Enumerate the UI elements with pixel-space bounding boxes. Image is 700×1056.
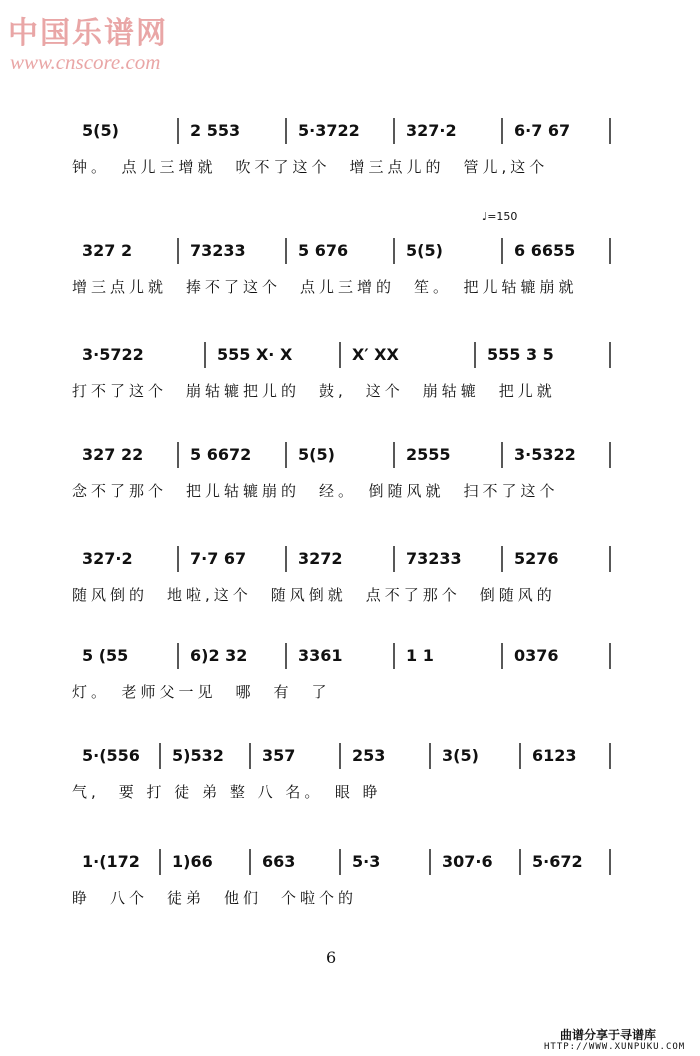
measure-notes: 555 X· X	[217, 345, 293, 364]
measure-notes: 327·2	[82, 549, 133, 568]
measure-notes: 0376	[514, 646, 559, 665]
notation-staff	[72, 637, 612, 677]
watermark-url: www.cnscore.com	[10, 50, 161, 74]
measure-notes: 327·2	[406, 121, 457, 140]
notation-staff	[72, 843, 612, 883]
measure-notes: 3·5322	[514, 445, 576, 464]
measure-notes: 73233	[190, 241, 246, 260]
lyrics-line: 念不了那个 把儿轱辘崩的 经。 倒随风就 扫不了这个	[72, 482, 559, 500]
notation-staff	[72, 112, 612, 152]
measure-notes: 307·6	[442, 852, 493, 871]
measure-notes: 3·5722	[82, 345, 144, 364]
measure-notes: 5(5)	[82, 121, 119, 140]
lyrics-line: 气, 要 打 徒 弟 整 八 名。 眼 睁	[72, 783, 382, 801]
lyrics-line: 睁 八个 徒弟 他们 个啦个的	[72, 889, 358, 907]
page-number: 6	[326, 948, 337, 967]
measure-notes: 73233	[406, 549, 462, 568]
measure-notes: 7·7 67	[190, 549, 247, 568]
lyrics-line: 随风倒的 地啦,这个 随风倒就 点不了那个 倒随风的	[72, 586, 556, 604]
measure-notes: 555 3 5	[487, 345, 554, 364]
measure-notes: 3361	[298, 646, 343, 665]
measure-notes: 5 6672	[190, 445, 252, 464]
footer-label: 曲谱分享于寻谱库	[560, 1028, 657, 1042]
measure-notes: 5·3	[352, 852, 381, 871]
measure-notes: 327 22	[82, 445, 144, 464]
measure-notes: 5 676	[298, 241, 349, 260]
notation-staff	[72, 336, 612, 376]
measure-notes: 6 6655	[514, 241, 576, 260]
measure-notes: 5·(556	[82, 746, 140, 765]
measure-notes: X′ XX	[352, 345, 399, 364]
measure-notes: 3272	[298, 549, 343, 568]
notation-staff	[72, 737, 612, 777]
measure-notes: 5276	[514, 549, 559, 568]
measure-notes: 5)532	[172, 746, 224, 765]
watermark-title: 中国乐谱网	[8, 16, 168, 51]
notation-staff	[72, 232, 612, 272]
measure-notes: 5·672	[532, 852, 583, 871]
measure-notes: 3(5)	[442, 746, 479, 765]
measure-notes: 253	[352, 746, 386, 765]
measure-notes: 5·3722	[298, 121, 360, 140]
measure-notes: 663	[262, 852, 296, 871]
measure-notes: 1 1	[406, 646, 434, 665]
notation-staff	[72, 436, 612, 476]
measure-notes: 6123	[532, 746, 577, 765]
measure-notes: 6)2 32	[190, 646, 248, 665]
measure-notes: 5 (55	[82, 646, 129, 665]
measure-notes: 6·7 67	[514, 121, 571, 140]
lyrics-line: 灯。 老师父一见 哪 有 了	[72, 683, 331, 701]
measure-notes: 2555	[406, 445, 451, 464]
notation-staff	[72, 540, 612, 580]
lyrics-line: 打不了这个 崩轱辘把儿的 鼓, 这个 崩轱辘 把儿就	[72, 382, 556, 400]
measure-notes: 5(5)	[298, 445, 335, 464]
tempo-mark: ♩=150	[482, 210, 518, 223]
lyrics-line: 钟。 点儿三增就 吹不了这个 增三点儿的 管儿,这个	[72, 158, 549, 176]
measure-notes: 327 2	[82, 241, 133, 260]
lyrics-line: 增三点儿就 捧不了这个 点儿三增的 笙。 把儿轱辘崩就	[72, 278, 578, 296]
footer-url: HTTP://WWW.XUNPUKU.COM	[544, 1042, 686, 1052]
measure-notes: 357	[262, 746, 296, 765]
measure-notes: 1·(172	[82, 852, 140, 871]
measure-notes: 1)66	[172, 852, 213, 871]
measure-notes: 5(5)	[406, 241, 443, 260]
measure-notes: 2 553	[190, 121, 241, 140]
